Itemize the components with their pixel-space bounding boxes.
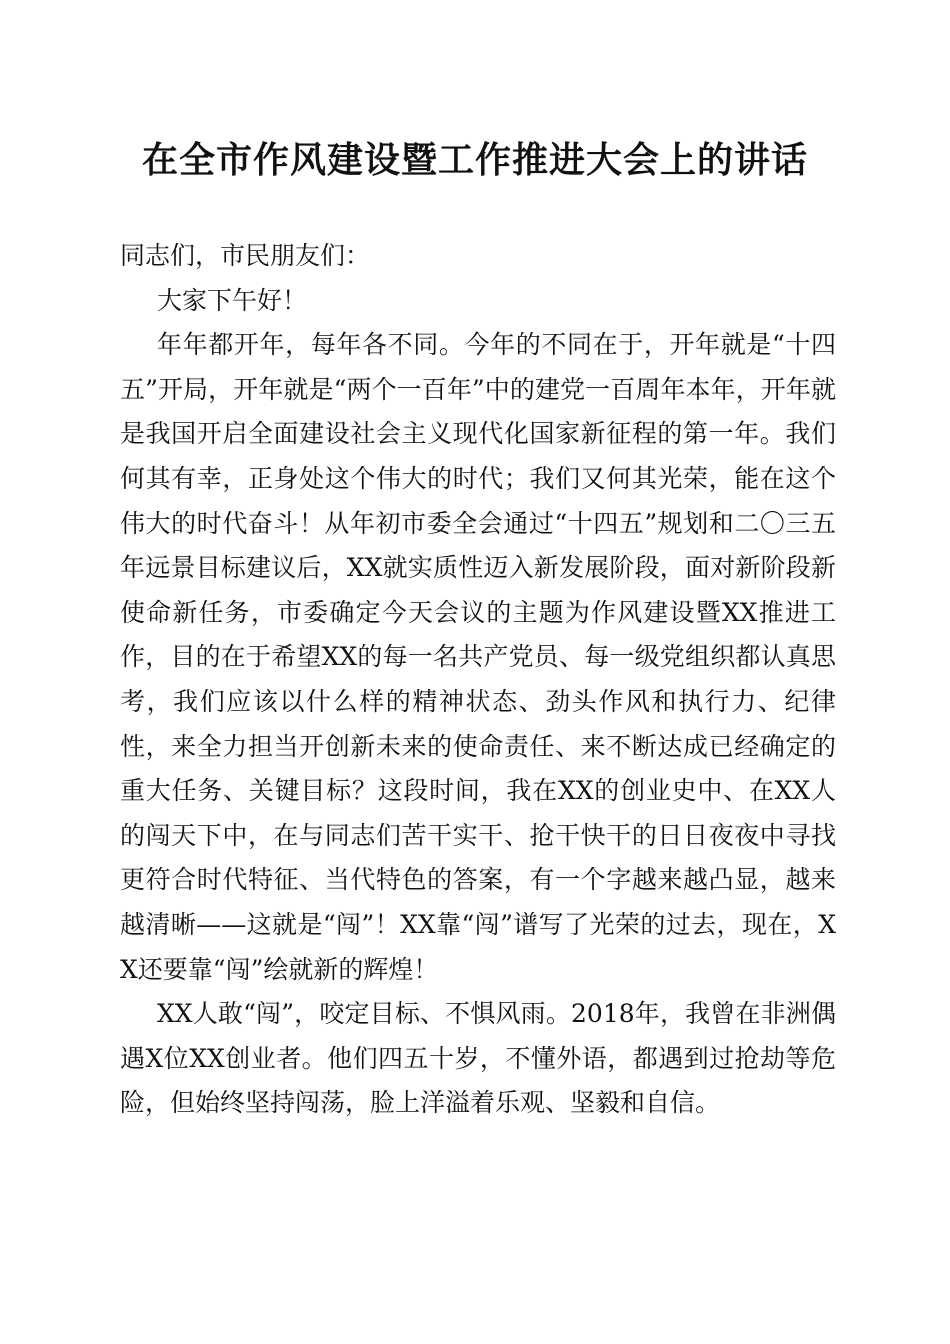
paragraph-2: XX人敢“闯”，咬定目标、不惧风雨。2018年，我曾在非洲偶遇X位XX创业者。他们四五十岁，不懂外语，都遇到过抢劫等危险，但始终坚持闯荡，脸上洋溢着乐观、坚毅和自信。 [120, 999, 836, 1118]
paragraph-1: 年年都开年，每年各不同。今年的不同在于，开年就是“十四五”开局，开年就是“两个一百年”中的建党一百周年本年，开年就是我国开启全面建设社会主义现代化国家新征程的第一年。我们何其有幸，正身处这个伟大的时代；我们又何其光荣，能在这个伟大的时代奋斗！从年初市委全会通过“十四五”规划和二〇三五年远景目标建议后，XX就实质性迈入新发展阶段，面对新阶段新使命新任务，市委确定今天会议的主题为作风建设暨XX推进工作，目的在于希望XX的每一名共产党员、每一级党组织都认真思考，我们应该以什么样的精神状态、劲头作风和执行力、纪律性，来全力担当开创新未来的使命责任、来不断达成已经确定的重大任务、关键目标？这段时间，我在XX的创业史中、在XX人的闯天下中，在与同志们苦干实干、抢干快干的日日夜夜中寻找更符合时代特征、当代特色的答案，有一个字越来越凸显，越来越清晰——这就是“闯”！XX靠“闯”谱写了光荣的过去，现在，XX还要靠“闯”绘就新的辉煌！ [120, 330, 836, 984]
document-body [120, 234, 836, 1126]
greeting: 大家下午好！ [157, 285, 308, 315]
salutation: 同志们，市民朋友们： [120, 241, 371, 270]
document-title: 在全市作风建设暨工作推进大会上的讲话 [141, 139, 808, 181]
